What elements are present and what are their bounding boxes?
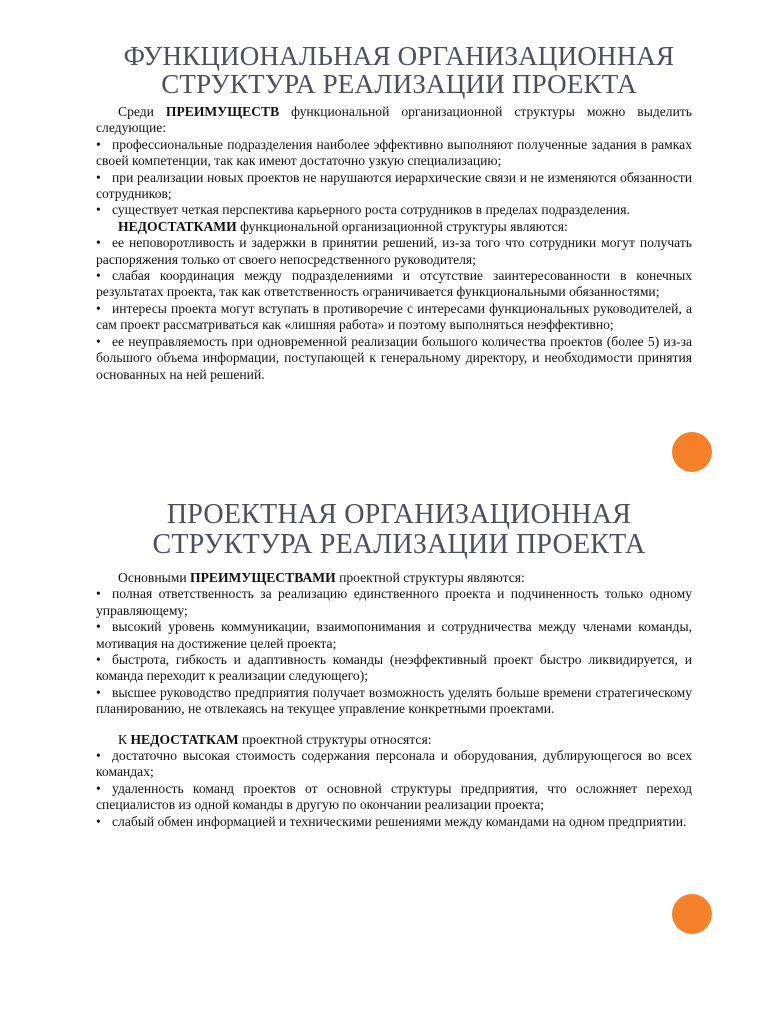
list-item: • высшее руководство предприятия получает возможность уделять больше времени стратегическому планированию, не отвлекаясь на текущее управление конкретными проектами. <box>96 685 692 718</box>
list-item: • удаленность команд проектов от основной структуры предприятия, что осложняет переход специалистов из одной команды в другую по окончании реализации проекта; <box>96 781 692 814</box>
list-item: • достаточно высокая стоимость содержания персонала и оборудования, дублирующегося во всех командах; <box>96 748 692 781</box>
slide1-title-line1: ФУНКЦИОНАЛЬНАЯ ОРГАНИЗАЦИОННАЯ <box>123 41 675 71</box>
adv-intro-bold: ПРЕИМУЩЕСТВ <box>165 104 280 119</box>
list-item: • ее неповоротливость и задержки в принятии решений, из-за того что сотрудники могут получать распоряжения только от своего непосредственного руководителя; <box>96 235 692 268</box>
list-item: • существует четкая перспектива карьерного роста сотрудников в пределах подразделения. <box>96 202 692 218</box>
adv-intro-bold: ПРЕИМУЩЕСТВАМИ <box>190 570 336 585</box>
list-item: • ее неуправляемость при одновременной реализации большого количества проектов (более 5) из-за большого объема информации, поступающей к генеральному директору, и необходимости принятия основанных на ней решений. <box>96 334 692 383</box>
slide1-disadvantages-intro <box>96 219 692 235</box>
slide1-body <box>92 104 706 383</box>
slide1-title-line2: СТРУКТУРА РЕАЛИЗАЦИИ ПРОЕКТА <box>161 69 637 99</box>
slide1-advantages-intro <box>96 104 692 137</box>
dis-intro-bold: НЕДОСТАТКАМ <box>130 731 239 747</box>
adv-intro-pre: Среди <box>118 104 166 119</box>
slide2-title-line1: ПРОЕКТНАЯ ОРГАНИЗАЦИОННАЯ <box>166 499 632 530</box>
list-item: • интересы проекта могут вступать в противоречие с интересами функциональных руководителей, а сам проект рассматриваться как «лишняя работа» и поэтому выполняться неэффективно; <box>96 301 692 334</box>
orange-circle-icon <box>672 894 712 934</box>
slide2-disadvantages-intro <box>96 732 692 748</box>
adv-intro-pre: Основными <box>118 570 191 585</box>
slide2-title <box>92 500 706 560</box>
slide1-title <box>92 42 706 98</box>
adv-intro-post: функциональной организационной структуры можно выделить следующие: <box>96 104 693 136</box>
list-item: • полная ответственность за реализацию единственного проекта и подчиненность только одному управляющему; <box>96 586 692 619</box>
list-item: • быстрота, гибкость и адаптивность команды (неэффективный проект быстро ликвидируется, и команда переходит к реализации следующего); <box>96 652 692 685</box>
slide2-title-line2: СТРУКТУРА РЕАЛИЗАЦИИ ПРОЕКТА <box>152 529 646 560</box>
slide-functional-structure <box>92 42 706 490</box>
list-item: • слабая координация между подразделениями и отсутствие заинтересованности в конечных результатах проекта, так как ответственность ограничивается функциональными обязанностями; <box>96 268 692 301</box>
orange-circle-icon <box>672 432 712 472</box>
adv-intro-post: проектной структуры являются: <box>335 570 525 585</box>
slide2-advantages-intro <box>96 570 692 586</box>
list-item: • при реализации новых проектов не нарушаются иерархические связи и не изменяются обязанности сотрудников; <box>96 170 692 203</box>
dis-intro-pre: К <box>118 731 131 747</box>
slide-project-structure <box>92 500 706 940</box>
list-item: • слабый обмен информацией и техническими решениями между командами на одном предприятии. <box>96 814 692 830</box>
list-item: • профессиональные подразделения наиболее эффективно выполняют полученные задания в рамках своей компетенции, так как имеют достаточно узкую специализацию; <box>96 137 692 170</box>
dis-intro-post: функциональной организационной структуры являются: <box>236 218 568 234</box>
list-item: • высокий уровень коммуникации, взаимопонимания и сотрудничества между членами команды, мотивация на достижение целей проекта; <box>96 619 692 652</box>
dis-intro-post: проектной структуры относятся: <box>238 731 432 747</box>
slide2-body <box>92 570 706 830</box>
dis-intro-bold: НЕДОСТАТКАМИ <box>118 218 237 234</box>
